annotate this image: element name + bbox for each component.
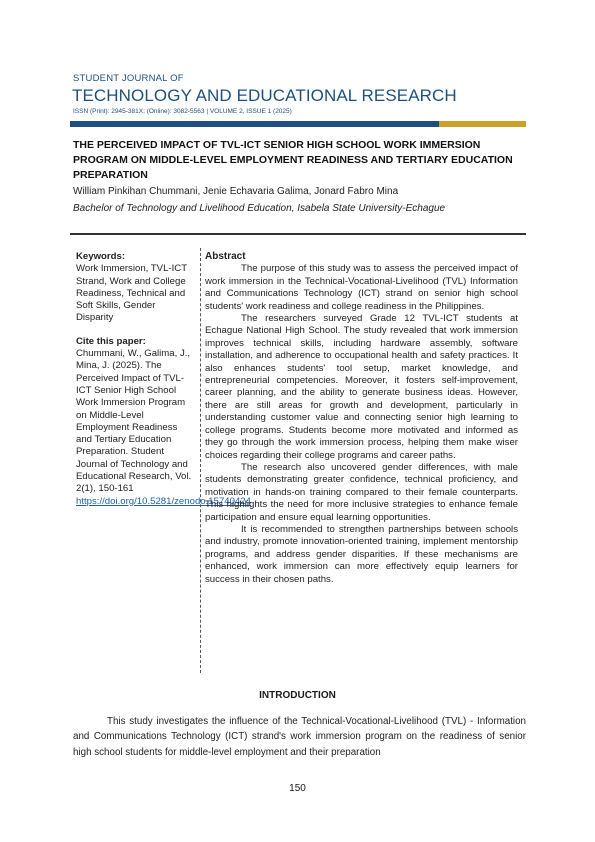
- abstract-paragraph: The purpose of this study was to assess the perceived impact of work immersion in the Technical-Vocational-Livelihood (TVL) Information and Communications Technology (ICT) strand on senior high school students' work readiness and college readiness in the Philippines.: [205, 263, 518, 312]
- keywords-list: Work Immersion, TVL-ICT Strand, Work and College Readiness, Technical and Soft Skills, Gender Disparity: [76, 263, 187, 324]
- abstract-paragraph: The researchers surveyed Grade 12 TVL-ICT students at Echague National High School. The study revealed that work immersion improves technical skills, including hardware assembly, software installation, and adherence to occupational health and safety practices. It also enhances students' tool setup, market knowledge, and entrepreneurial competencies. Moreover, it fosters self-improvement, career planning, and the ability to generate business ideas. However, there are still areas for growth and development, particularly in understanding customer value and connecting senior high learning to college programs. Students become more motivated and informed as they go through the work immersion process, helping them make wiser choices regarding their college programs and career paths.: [205, 313, 518, 461]
- abstract-section: [205, 251, 518, 586]
- doi-link[interactable]: https://doi.org/10.5281/zenodo.15740424: [76, 495, 251, 507]
- cite-heading: Cite this paper:: [76, 335, 146, 347]
- issn-line: ISSN (Print): 2945-381X; (Online): 3082-5563 | VOLUME 2, ISSUE 1 (2025): [73, 108, 292, 115]
- abstract-paragraph: It is recommended to strengthen partnerships between schools and industry, promote innovation-oriented training, implement mentorship programs, and address gender disparities. If these mechanisms are enhanced, work immersion can more effectively equip learners for success in their chosen paths.: [205, 523, 518, 585]
- section-rule: [70, 233, 526, 235]
- article-title: THE PERCEIVED IMPACT OF TVL-ICT SENIOR HIGH SCHOOL WORK IMMERSION PROGRAM ON MIDDLE-LEVEL EMPLOYMENT READINESS AND TERTIARY EDUCATION PREPARATION: [73, 139, 513, 181]
- introduction-heading: INTRODUCTION: [259, 690, 336, 701]
- abstract-paragraph: The research also uncovered gender differences, with male students demonstrating greater confidence, technical proficiency, and motivation in hands-on training compared to their female counterparts. This highlights the need for more inclusive strategies to enhance female participation and ensure equal learning opportunities.: [205, 461, 518, 523]
- citation-text: Chummani, W., Galima, J., Mina, J. (2025). The Perceived Impact of TVL-ICT Senior High School Work Immersion Program on Middle-Level Employment Readiness and Tertiary Education Preparation. Student Journal of Technology and Educational Research, Vol. 2(1), 150-161: [76, 348, 192, 495]
- introduction-body: [73, 714, 526, 760]
- column-divider: [200, 248, 201, 673]
- journal-name: TECHNOLOGY AND EDUCATIONAL RESEARCH: [72, 86, 457, 105]
- keywords-heading: Keywords:: [76, 251, 126, 262]
- introduction-paragraph: This study investigates the influence of the Technical-Vocational-Livelihood (TVL) - Information and Communications Technology (ICT) strand's work immersion program on the readiness of senior high school students for middle-level employment and their preparation: [73, 716, 526, 758]
- article-authors: William Pinkihan Chummani, Jenie Echavaria Galima, Jonard Fabro Mina: [73, 186, 399, 197]
- abstract-heading: Abstract: [205, 251, 246, 262]
- page-number: 150: [289, 783, 306, 794]
- header-bar-blue: [70, 121, 439, 127]
- article-affiliation: Bachelor of Technology and Livelihood Education, Isabela State University-Echague: [73, 203, 446, 214]
- header-bar-gold: [439, 121, 526, 127]
- journal-label: STUDENT JOURNAL OF: [73, 73, 184, 84]
